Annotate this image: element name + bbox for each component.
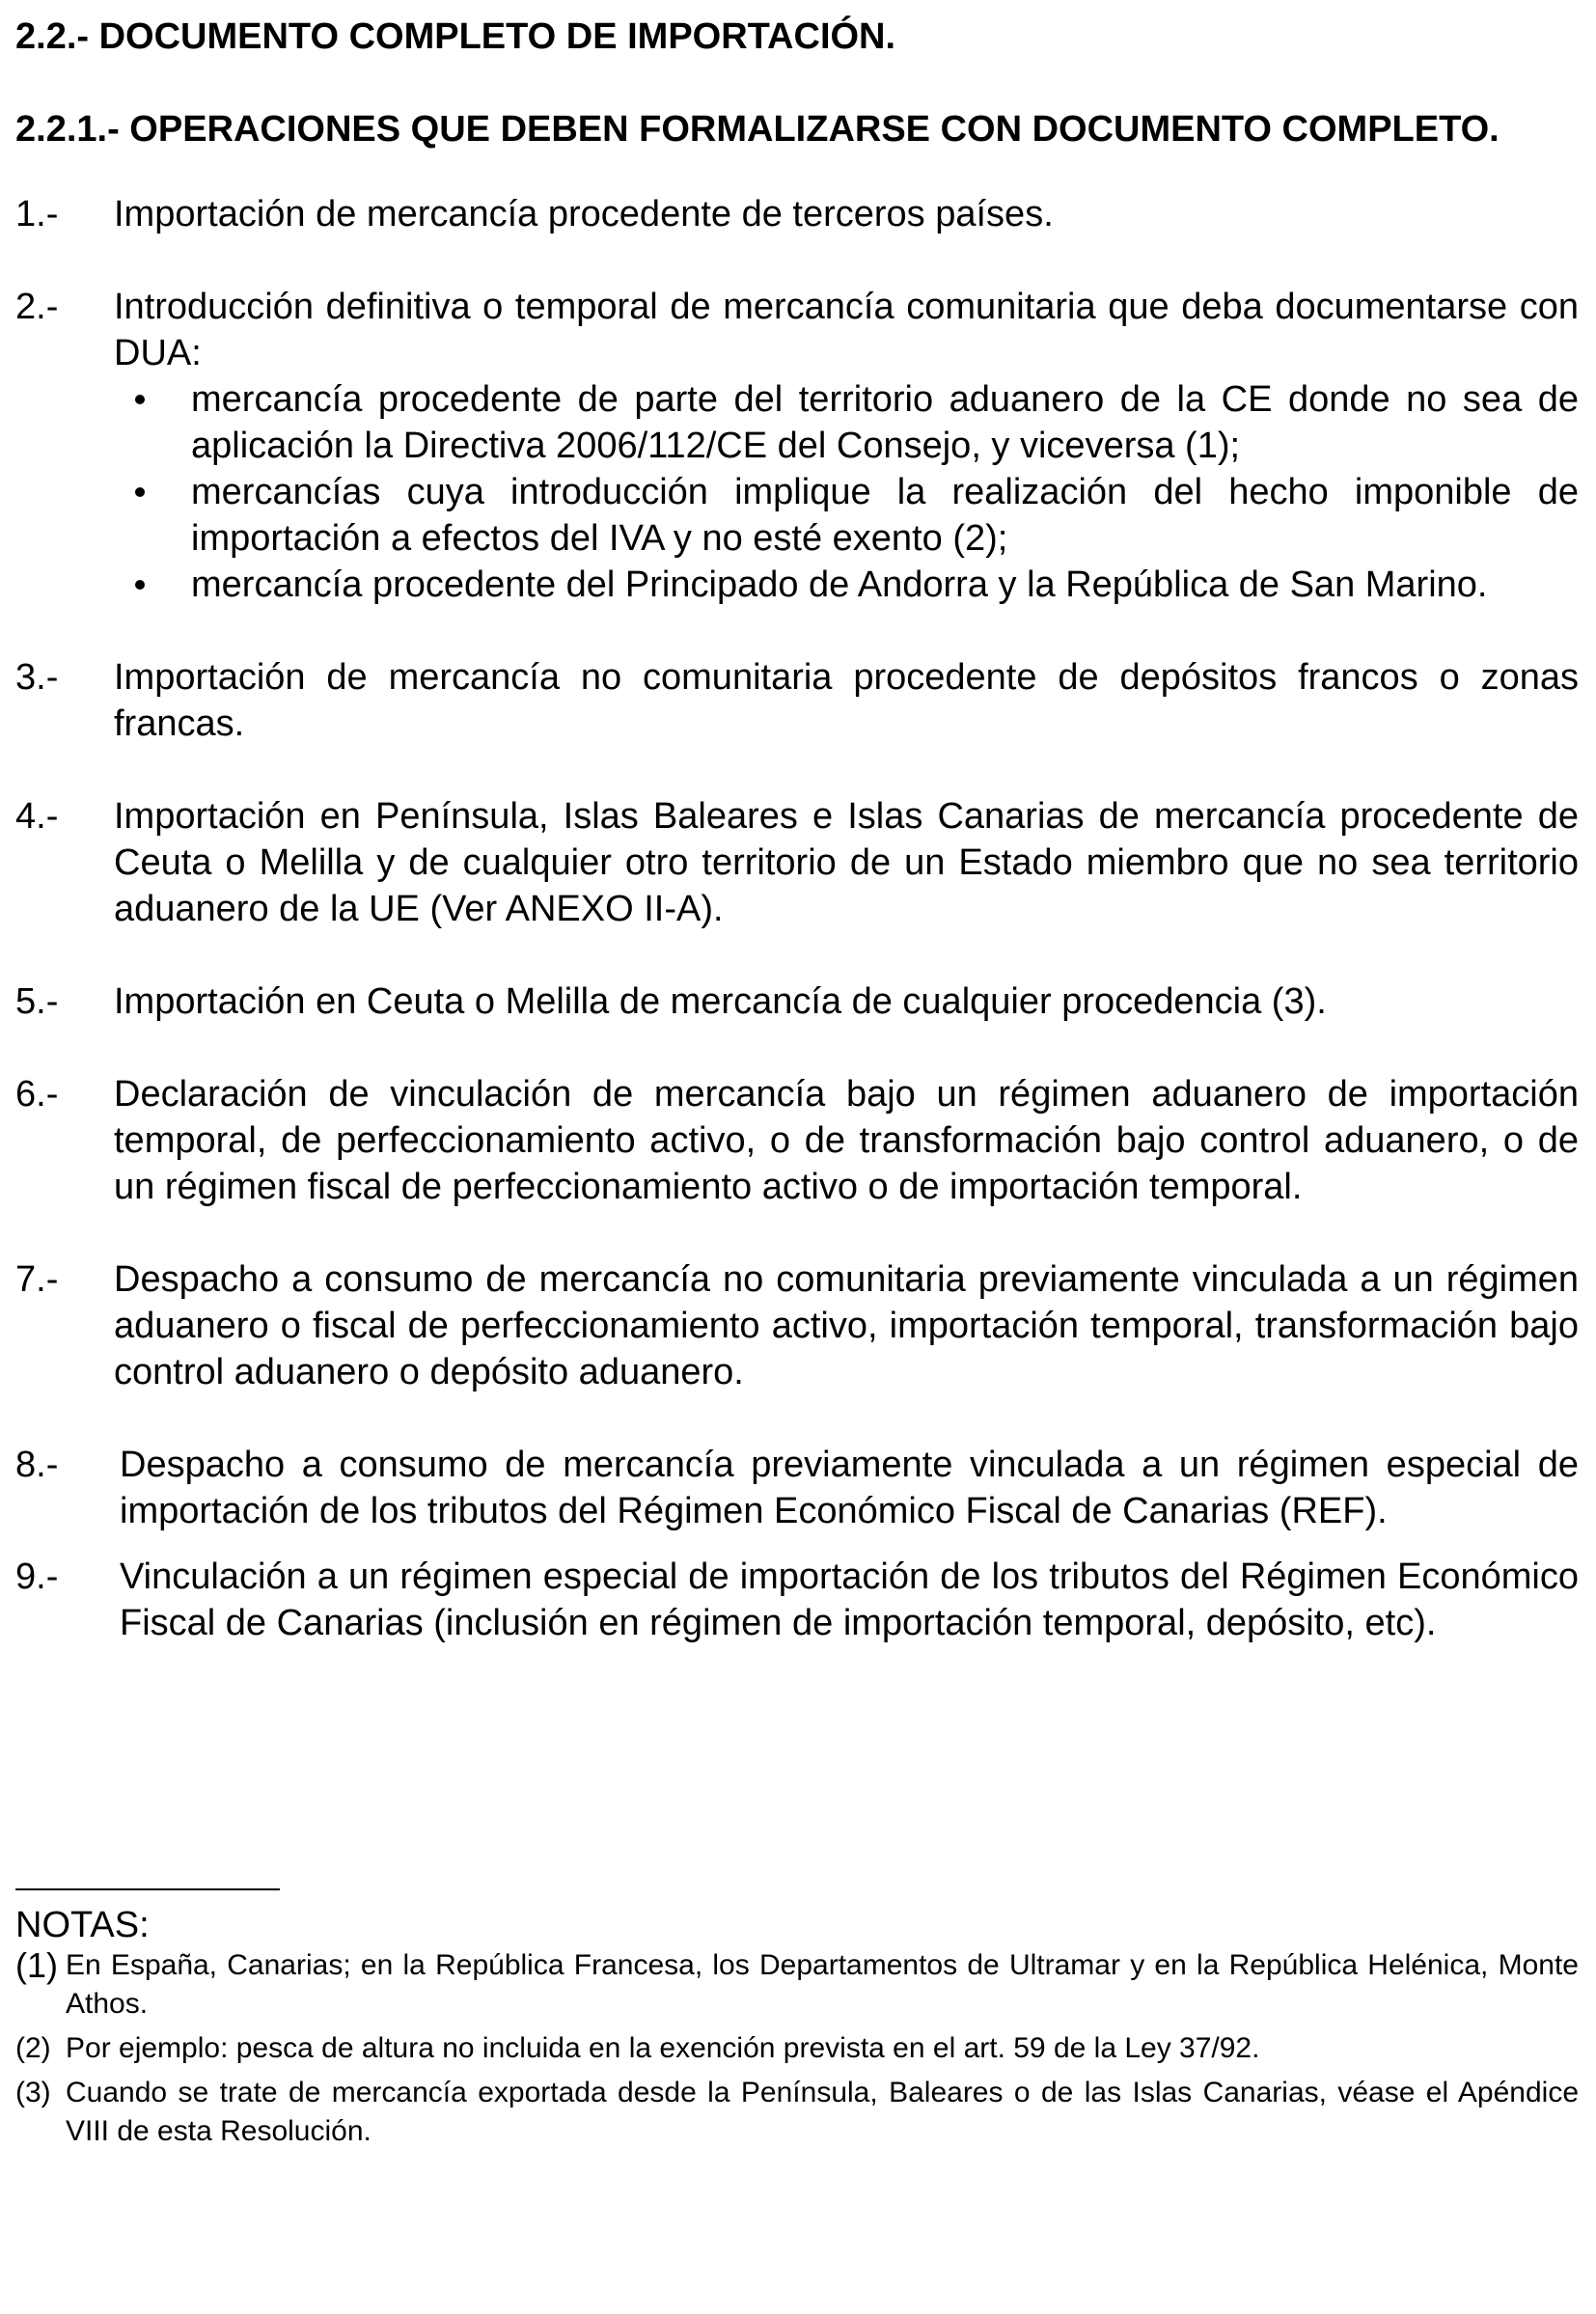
item-number: 6.- [15, 1074, 59, 1115]
operations-list [15, 191, 1579, 1646]
notes-heading: NOTAS: [15, 1905, 150, 1945]
item-text: Introducción definitiva o temporal de mercancía comunitaria que deba documentarse con DUA: [114, 287, 1579, 373]
list-item [15, 793, 1579, 932]
item-text: Importación de mercancía no comunitaria procedente de depósitos francos o zonas francas. [114, 657, 1579, 744]
bullet-icon [135, 580, 145, 590]
footnote [15, 2074, 1579, 2151]
item-number: 4.- [15, 796, 59, 837]
bullet-item [114, 376, 1579, 469]
list-item [15, 978, 1579, 1025]
footnote-text: En España, Canarias; en la República Francesa, los Departamentos de Ultramar y en la República Helénica, Monte Athos. [66, 1949, 1579, 2020]
footnote-text: Por ejemplo: pesca de altura no incluida en la exención prevista en el art. 59 de la Ley 37/92. [66, 2032, 1260, 2064]
footnote-number: (3) [15, 2077, 51, 2108]
bullet-list [114, 376, 1579, 608]
item-number: 7.- [15, 1259, 59, 1300]
bullet-icon [135, 395, 145, 404]
bullet-text: mercancía procedente del Principado de Andorra y la República de San Marino. [191, 565, 1488, 605]
list-item [15, 1256, 1579, 1395]
item-text: Despacho a consumo de mercancía no comunitaria previamente vinculada a un régimen aduanero o fiscal de perfeccionamiento activo, importación temporal, transformación bajo control aduanero o depósito aduanero. [114, 1259, 1579, 1392]
section-title: 2.2.- DOCUMENTO COMPLETO DE IMPORTACIÓN. [15, 16, 896, 57]
footnotes [15, 1888, 1579, 2157]
item-number: 3.- [15, 657, 59, 698]
item-text: Vinculación a un régimen especial de importación de los tributos del Régimen Económico Fiscal de Canarias (inclusión en régimen de importación temporal, depósito, etc). [120, 1556, 1579, 1643]
list-item [15, 1554, 1579, 1646]
item-text: Despacho a consumo de mercancía previamente vinculada a un régimen especial de importación de los tributos del Régimen Económico Fiscal de Canarias (REF). [120, 1445, 1579, 1531]
bullet-text: mercancía procedente de parte del territorio aduanero de la CE donde no sea de aplicación la Directiva 2006/112/CE del Consejo, y viceversa (1); [191, 379, 1579, 466]
footnote-divider [15, 1888, 280, 1890]
item-number: 8.- [15, 1445, 59, 1485]
item-text: Importación en Península, Islas Baleares e Islas Canarias de mercancía procedente de Ceuta o Melilla y de cualquier otro territorio de un Estado miembro que no sea territorio aduanero de la UE (Ver ANEXO II-A). [114, 796, 1579, 929]
bullet-item [114, 469, 1579, 562]
footnote-number: (2) [15, 2032, 51, 2064]
bullet-item [114, 562, 1579, 608]
list-item [15, 1071, 1579, 1210]
bullet-icon [135, 487, 145, 497]
item-text: Importación en Ceuta o Melilla de mercancía de cualquier procedencia (3). [114, 981, 1327, 1022]
item-number: 2.- [15, 287, 59, 327]
list-item [15, 654, 1579, 747]
subsection-title: 2.2.1.- OPERACIONES QUE DEBEN FORMALIZARSE CON DOCUMENTO COMPLETO. [15, 109, 1500, 150]
item-number: 1.- [15, 194, 59, 234]
item-number: 5.- [15, 981, 59, 1022]
list-item [15, 191, 1579, 237]
footnote [15, 1946, 1579, 2024]
list-item [15, 284, 1579, 608]
footnote [15, 2029, 1579, 2068]
item-text: Importación de mercancía procedente de terceros países. [114, 194, 1054, 234]
document-body [15, 14, 1579, 1646]
bullet-text: mercancías cuya introducción implique la realización del hecho imponible de importación a efectos del IVA y no esté exento (2); [191, 472, 1579, 559]
footnote-number: (1) [15, 1945, 58, 1985]
item-number: 9.- [15, 1556, 59, 1597]
item-text: Declaración de vinculación de mercancía bajo un régimen aduanero de importación temporal, de perfeccionamiento activo, o de transformación bajo control aduanero, o de un régimen fiscal de perfeccionamiento activo o de importación temporal. [114, 1074, 1579, 1207]
list-item [15, 1442, 1579, 1534]
footnote-text: Cuando se trate de mercancía exportada desde la Península, Baleares o de las Islas Canarias, véase el Apéndice VIII de esta Resolución. [66, 2077, 1579, 2147]
